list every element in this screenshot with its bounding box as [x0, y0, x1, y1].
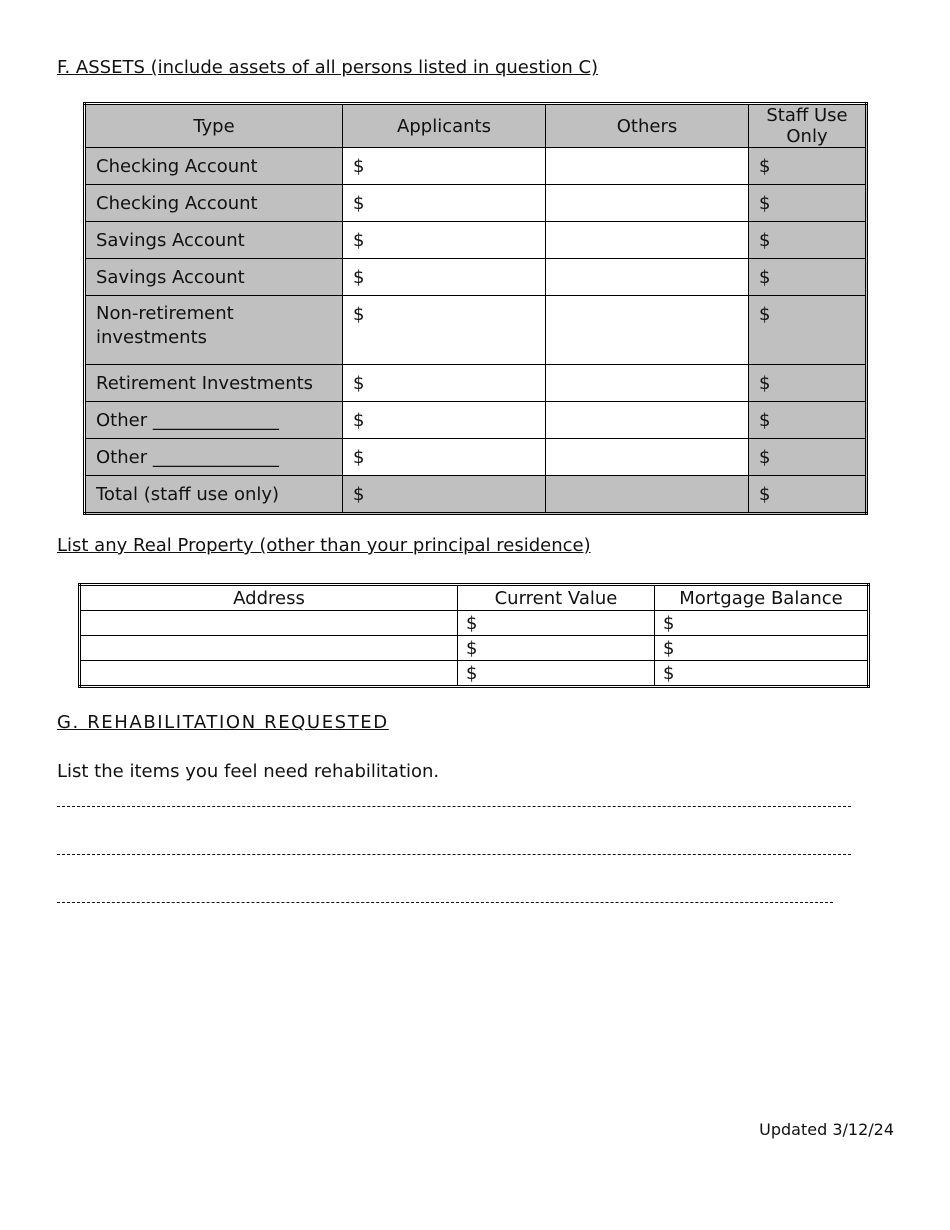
asset-type-label[interactable]: Other ______________: [85, 402, 343, 439]
table-row: [85, 148, 867, 185]
others-amount-field[interactable]: [546, 365, 749, 402]
others-total-field: [546, 476, 749, 514]
applicants-amount-field[interactable]: $: [343, 259, 546, 296]
staff-amount-field: $: [749, 365, 867, 402]
table-row: [85, 439, 867, 476]
property-value-field[interactable]: $: [458, 661, 655, 687]
applicants-amount-field[interactable]: $: [343, 148, 546, 185]
assets-col-type: Type: [85, 104, 343, 148]
others-amount-field[interactable]: [546, 148, 749, 185]
property-mortgage-field[interactable]: $: [655, 636, 869, 661]
others-amount-field[interactable]: [546, 222, 749, 259]
rehab-answer-line[interactable]: [57, 854, 851, 855]
table-row: [85, 365, 867, 402]
table-row-total: [85, 476, 867, 514]
asset-type-label: Checking Account: [85, 185, 343, 222]
staff-total-field: $: [749, 476, 867, 514]
table-row: [85, 222, 867, 259]
asset-type-label: Savings Account: [85, 259, 343, 296]
staff-amount-field: $: [749, 439, 867, 476]
asset-type-line: Non-retirement: [96, 303, 234, 324]
property-col-mortgage-balance: Mortgage Balance: [655, 585, 869, 611]
staff-amount-field: $: [749, 148, 867, 185]
asset-type-label: Savings Account: [85, 222, 343, 259]
asset-type-label[interactable]: Other ______________: [85, 439, 343, 476]
others-amount-field[interactable]: [546, 296, 749, 365]
assets-table: [83, 102, 868, 515]
updated-date: Updated 3/12/24: [759, 1120, 894, 1139]
staff-amount-field: $: [749, 296, 867, 365]
staff-amount-field: $: [749, 222, 867, 259]
property-address-field[interactable]: [80, 611, 458, 636]
rehab-answer-line[interactable]: [57, 806, 851, 807]
property-mortgage-field[interactable]: $: [655, 611, 869, 636]
property-value-field[interactable]: $: [458, 636, 655, 661]
staff-amount-field: $: [749, 259, 867, 296]
others-amount-field[interactable]: [546, 439, 749, 476]
assets-col-staff-use: Staff Use Only: [749, 104, 867, 148]
applicants-amount-field[interactable]: $: [343, 439, 546, 476]
property-value-field[interactable]: $: [458, 611, 655, 636]
table-row: [85, 259, 867, 296]
assets-section-heading: F. ASSETS (include assets of all persons listed in question C): [57, 57, 599, 78]
table-row: [80, 661, 869, 687]
asset-type-label: [85, 296, 343, 365]
asset-type-line: investments: [96, 327, 208, 348]
assets-header-row: [85, 104, 867, 148]
staff-amount-field: $: [749, 402, 867, 439]
table-row: [85, 402, 867, 439]
applicants-amount-field[interactable]: $: [343, 296, 546, 365]
applicants-amount-field[interactable]: $: [343, 402, 546, 439]
property-header-row: [80, 585, 869, 611]
table-row: [85, 185, 867, 222]
rehab-section-heading: G. REHABILITATION REQUESTED: [57, 712, 389, 733]
others-amount-field[interactable]: [546, 185, 749, 222]
others-amount-field[interactable]: [546, 402, 749, 439]
table-row: [85, 296, 867, 365]
property-mortgage-field[interactable]: $: [655, 661, 869, 687]
asset-type-label: Checking Account: [85, 148, 343, 185]
rehab-instruction: List the items you feel need rehabilitation.: [57, 761, 440, 782]
real-property-table: [78, 583, 870, 688]
table-row: [80, 611, 869, 636]
assets-col-others: Others: [546, 104, 749, 148]
property-address-field[interactable]: [80, 661, 458, 687]
asset-type-label: Retirement Investments: [85, 365, 343, 402]
staff-amount-field: $: [749, 185, 867, 222]
table-row: [80, 636, 869, 661]
applicants-amount-field[interactable]: $: [343, 222, 546, 259]
applicants-total-field: $: [343, 476, 546, 514]
applicants-amount-field[interactable]: $: [343, 365, 546, 402]
applicants-amount-field[interactable]: $: [343, 185, 546, 222]
assets-col-applicants: Applicants: [343, 104, 546, 148]
asset-type-label: Total (staff use only): [85, 476, 343, 514]
others-amount-field[interactable]: [546, 259, 749, 296]
rehab-answer-line[interactable]: [57, 902, 833, 903]
property-col-address: Address: [80, 585, 458, 611]
real-property-heading: List any Real Property (other than your principal residence): [57, 535, 591, 556]
property-address-field[interactable]: [80, 636, 458, 661]
property-col-current-value: Current Value: [458, 585, 655, 611]
